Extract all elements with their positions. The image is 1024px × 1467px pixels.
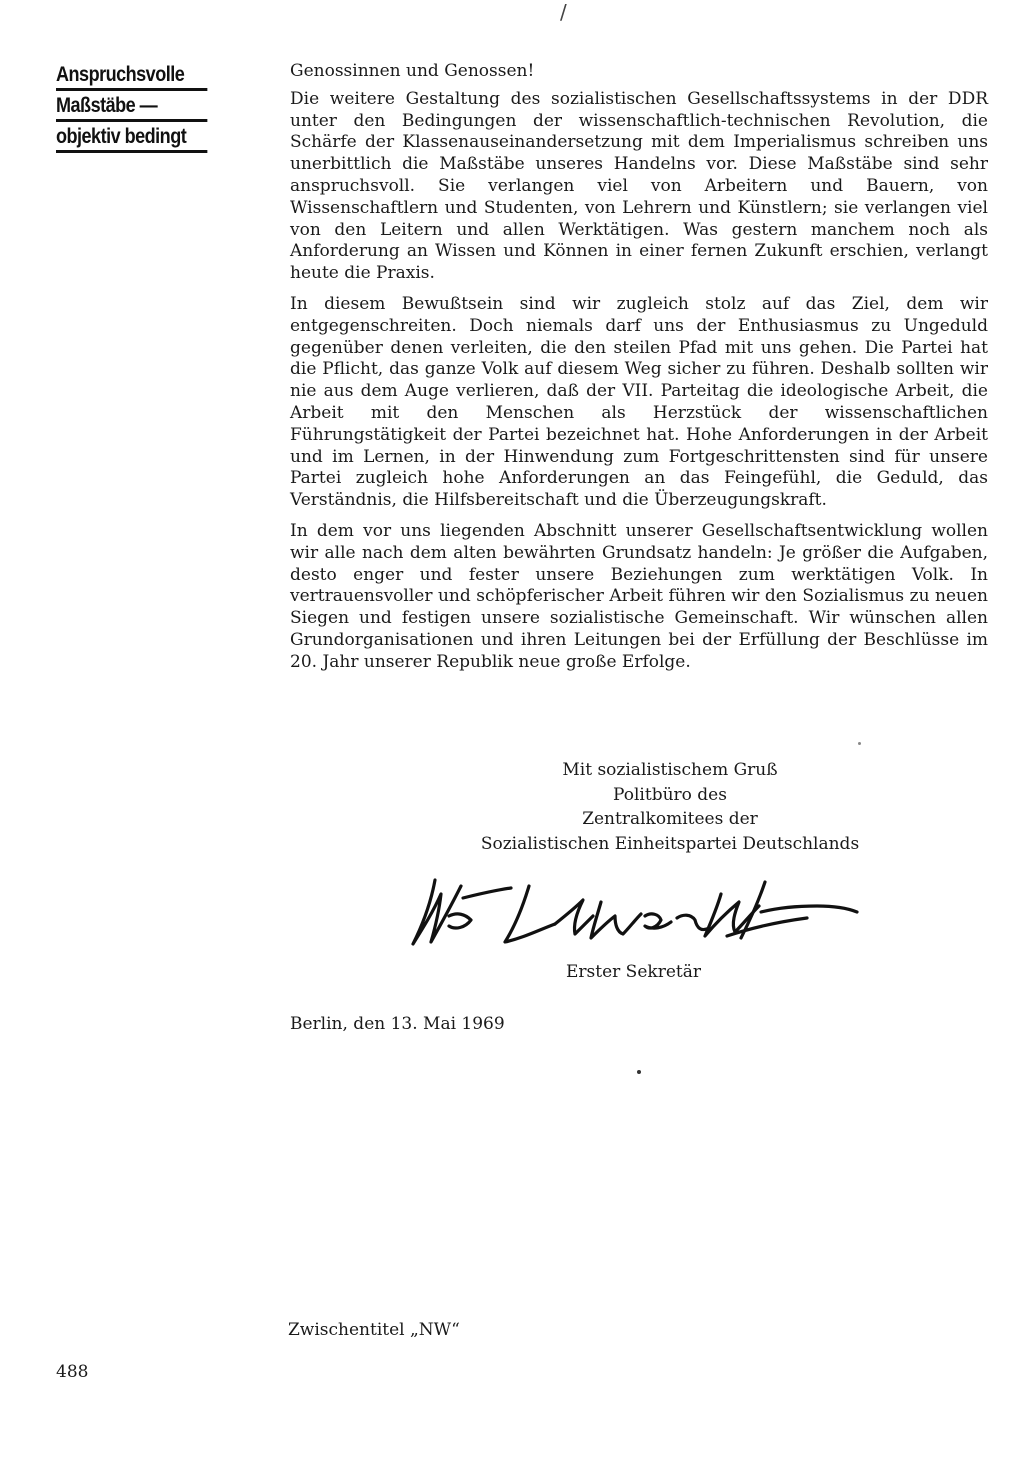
page-number: 488 <box>56 1362 89 1382</box>
signer-title: Erster Sekretär <box>566 962 701 982</box>
margin-heading-line-2: Maßstäbe — <box>56 93 207 122</box>
closing-committee: Zentralkomitees der <box>582 809 758 829</box>
closing-body: Politbüro des <box>613 784 727 805</box>
paragraph-3: In dem vor uns liegenden Abschnitt unserer Gesellschaftsentwicklung wollen wir alle nach dem alten bewährten Grundsatz handeln: Je größer die Aufgaben, desto enger und fester unsere Beziehungen zum werktätigen Volk. In vertrauensvoller und schöpferischer Arbeit führen wir den Sozialismus zu neuen Siegen und festigen unsere sozialistische Gemeinschaft. Wir wünschen allen Grundorganisationen und ihren Leitungen bei der Erfüllung der Beschlüsse im 20. Jahr unserer Republik neue große Erfolge. <box>290 520 988 672</box>
letter-body <box>290 61 988 683</box>
margin-heading <box>56 62 232 155</box>
margin-heading-line-3: objektiv bedingt <box>56 124 207 153</box>
closing-party: Sozialistischen Einheitspartei Deutschlands <box>480 833 860 854</box>
stray-mark: / <box>560 0 567 24</box>
paragraph-2: In diesem Bewußtsein sind wir zugleich stolz auf das Ziel, dem wir entgegenschreiten. Doch niemals darf uns der Enthusiasmus zu Ungeduld gegenüber denen verleiten, die den steilen Pfad mit uns gehen. Die Partei hat die Pflicht, das ganze Volk auf diesem Weg sicher zu führen. Deshalb sollten wir nie aus dem Auge verlieren, daß der VII. Parteitag die ideologische Arbeit, die Arbeit mit den Menschen als Herzstück der wissenschaftlichen Führungstätigkeit der Partei bezeichnet hat. Hohe Anforderungen in der Arbeit und im Lernen, in der Hinwendung zum Fortgeschrittensten sind für unsere Partei zugleich hohe Anforderungen an das Feingefühl, die Geduld, das Verständnis, die Hilfsbereitschaft und die Überzeugungskraft. <box>290 293 988 511</box>
paragraph-1: Die weitere Gestaltung des sozialistischen Gesellschaftssystems in der DDR unter den Bedingungen der wissenschaftlich-technischen Revolution, die Schärfe der Klassenauseinandersetzung mit dem Imperialismus schreiben uns unerbittlich die Maßstäbe unseres Handelns vor. Diese Maßstäbe sind sehr anspruchsvoll. Sie verlangen viel von Arbeitern und Bauern, von Wissenschaftlern und Studenten, von Lehrern und Künstlern; sie verlangen viel von den Leitern und allen Werktätigen. Was gestern manchem noch als Anforderung an Wissen und Können in einer fernen Zukunft erschien, verlangt heute die Praxis. <box>290 88 988 284</box>
closing-block <box>390 758 950 856</box>
place-and-date: Berlin, den 13. Mai 1969 <box>290 1014 505 1034</box>
print-speck <box>858 742 861 745</box>
image-caption: Zwischentitel „NW“ <box>288 1320 460 1340</box>
handwritten-signature <box>405 872 865 950</box>
margin-heading-line-1: Anspruchsvolle <box>56 62 207 91</box>
closing-greeting: Mit sozialistischem Gruß <box>562 760 778 780</box>
salutation: Genossinnen und Genossen! <box>290 61 535 81</box>
print-speck <box>637 1070 641 1074</box>
